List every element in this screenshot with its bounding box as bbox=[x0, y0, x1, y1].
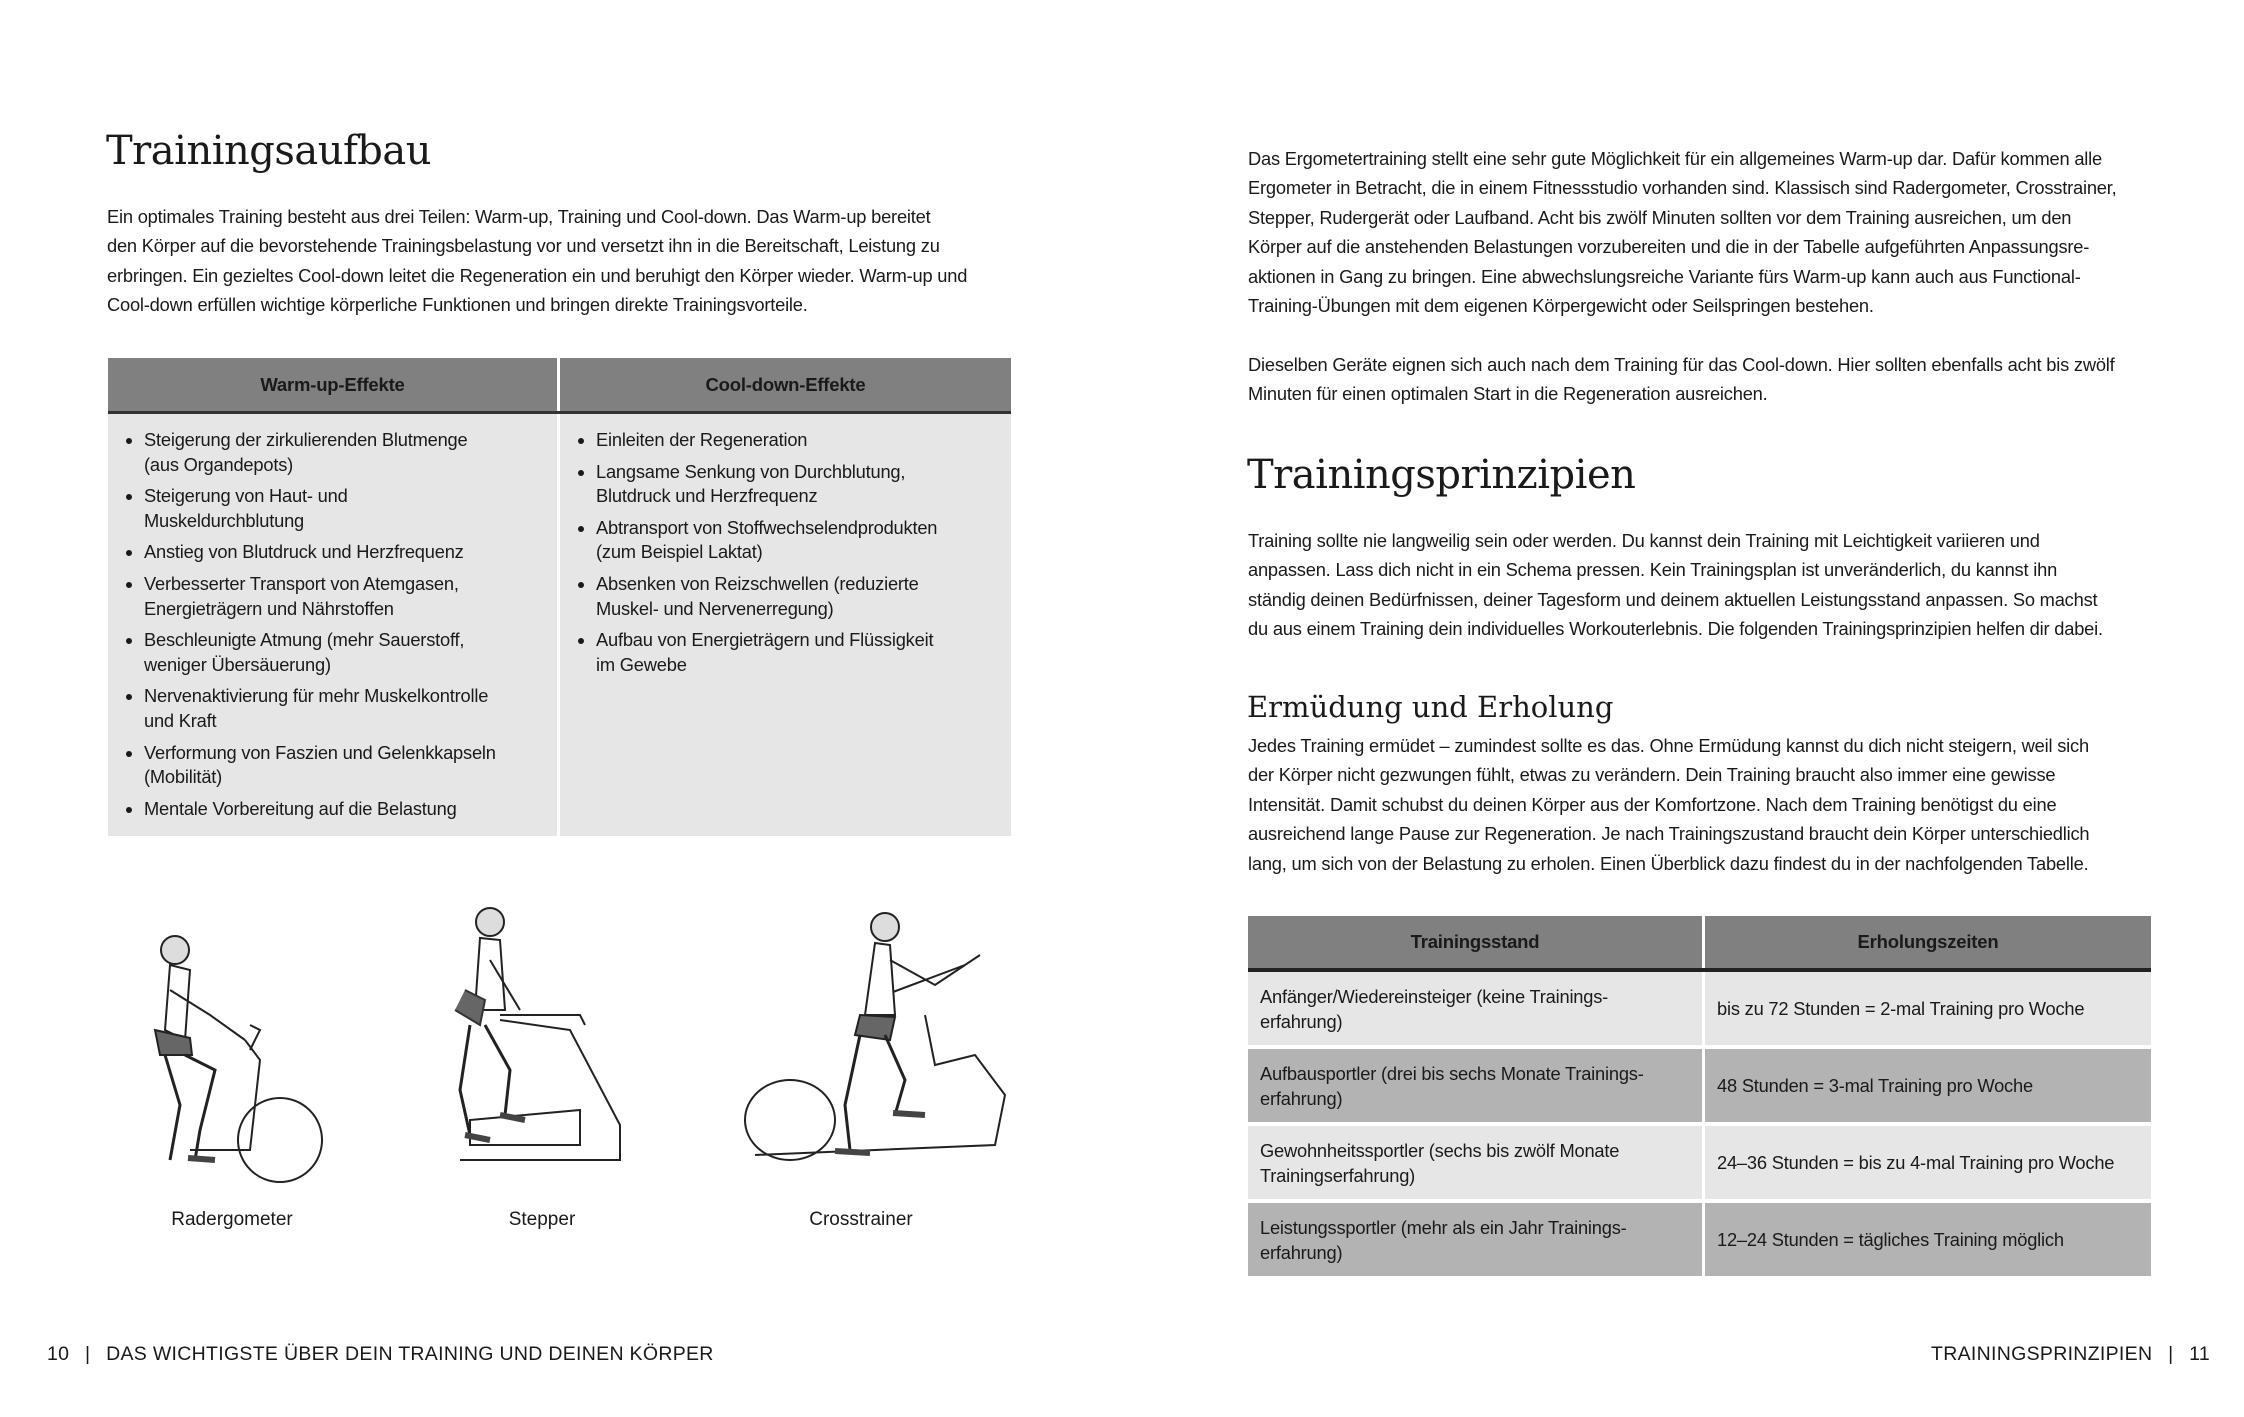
table-cell-recovery: 24–36 Stunden = bis zu 4-mal Training pro Woche bbox=[1704, 1124, 2152, 1201]
caption-stepper: Stepper bbox=[508, 1209, 576, 1230]
table-cell-level: Anfänger/Wiedereinsteiger (keine Trainings- erfahrung) bbox=[1248, 970, 1704, 1047]
warmup-list bbox=[122, 428, 543, 821]
table-cell-recovery: 12–24 Stunden = tägliches Training möglich bbox=[1704, 1201, 2152, 1278]
list-item: • Einleiten der Regeneration bbox=[596, 428, 997, 453]
caption-radergometer: Radergometer bbox=[171, 1209, 293, 1230]
table-header-erholungszeiten: Erholungszeiten bbox=[1704, 916, 2152, 970]
table-cell-recovery: 48 Stunden = 3-mal Training pro Woche bbox=[1704, 1047, 2152, 1124]
page-title-trainingsaufbau: Trainingsaufbau bbox=[106, 128, 432, 174]
fatigue-paragraph: Jedes Training ermüdet – zumindest sollte es das. Ohne Ermüdung kannst du dich nicht steigern, weil sich der Körper nicht gezwungen fühlt, etwas zu verändern. Dein Training braucht also immer eine gewisse Intensität. Damit schubst du deinen Körper aus der Komfortzone. Nach dem Training benötigst du eine ausreichend lange Pause zur Regeneration. Je nach Trainingszustand braucht dein Körper unterschiedlich lang, um sich von der Belastung zu erholen. Einen Überblick dazu findest du in der nachfolgenden Tabelle. bbox=[1248, 735, 2090, 874]
table-cell-level: Aufbausportler (drei bis sechs Monate Trainings- erfahrung) bbox=[1248, 1047, 1704, 1124]
list-item: • Langsame Senkung von Durchblutung, Blutdruck und Herzfrequenz bbox=[596, 460, 997, 509]
list-item: • Anstieg von Blutdruck und Herzfrequenz bbox=[144, 540, 543, 565]
table-row bbox=[1248, 1047, 2151, 1124]
table-header-cooldown: Cool-down-Effekte bbox=[559, 358, 1012, 413]
table-cell-level: Leistungssportler (mehr als ein Jahr Trainings- erfahrung) bbox=[1248, 1201, 1704, 1278]
cooldown-cell bbox=[559, 413, 1012, 837]
list-item: • Absenken von Reizschwellen (reduzierte Muskel- und Nervenerregung) bbox=[596, 572, 997, 621]
list-item: • Steigerung der zirkulierenden Blutmenge (aus Organdepots) bbox=[144, 428, 543, 477]
list-item: • Abtransport von Stoffwechselendprodukten (zum Beispiel Laktat) bbox=[596, 516, 997, 565]
intro-paragraph: Ein optimales Training besteht aus drei Teilen: Warm-up, Training und Cool-down. Das Warm-up bereitet den Körper auf die bevorstehende Trainingsbelastung vor und versetzt ihn in die Bereitschaft, Leistung zu erbringen. Ein gezieltes Cool-down leitet die Regeneration ein und beruhigt den Körper wieder. Warm-up und Cool-down erfüllen wichtige körperliche Funktionen und bringen direkte Trainingsvorteile. bbox=[107, 206, 968, 316]
subtitle-ermuedung: Ermüdung und Erholung bbox=[1247, 690, 1614, 724]
warmup-cell bbox=[108, 413, 559, 837]
list-item: • Aufbau von Energieträgern und Flüssigkeit im Gewebe bbox=[596, 628, 997, 677]
list-item: • Steigerung von Haut- und Muskeldurchblutung bbox=[144, 484, 543, 533]
stepper-illustration bbox=[430, 900, 640, 1200]
table-header-warmup: Warm-up-Effekte bbox=[108, 358, 559, 413]
running-header-right: TRAININGSPRINZIPIEN bbox=[1931, 1343, 2153, 1365]
page-title-trainingsprinzipien: Trainingsprinzipien bbox=[1247, 452, 1636, 498]
principles-paragraph: Training sollte nie langweilig sein oder werden. Du kannst dein Training mit Leichtigkeit variieren und anpassen. Lass dich nicht in ein Schema pressen. Kein Trainingsplan ist unveränderlich, du kannst ihn ständig deinen Bedürfnissen, deiner Tagesform und deinem aktuellen Leistungsstand anpassen. So machst du aus einem Training dein individuelles Workouterlebnis. Die folgenden Trainingsprinzipien helfen dir dabei. bbox=[1248, 530, 2103, 640]
effects-table bbox=[108, 358, 1011, 836]
list-item: • Verbesserter Transport von Atemgasen, Energieträgern und Nährstoffen bbox=[144, 572, 543, 621]
footer-separator: | bbox=[2168, 1343, 2174, 1365]
footer-left bbox=[47, 1343, 714, 1366]
table-cell-recovery: bis zu 72 Stunden = 2-mal Training pro Woche bbox=[1704, 970, 2152, 1047]
caption-crosstrainer: Crosstrainer bbox=[809, 1209, 913, 1230]
running-header-left: DAS WICHTIGSTE ÜBER DEIN TRAINING UND DEINEN KÖRPER bbox=[106, 1343, 714, 1365]
list-item: • Mentale Vorbereitung auf die Belastung bbox=[144, 797, 543, 822]
footer-right bbox=[1931, 1343, 2210, 1366]
cooldown-list bbox=[574, 428, 997, 677]
list-item: • Nervenaktivierung für mehr Muskelkontrolle und Kraft bbox=[144, 684, 543, 733]
table-row bbox=[1248, 1201, 2151, 1278]
radergometer-illustration bbox=[130, 930, 330, 1195]
crosstrainer-illustration bbox=[735, 905, 1015, 1195]
table-header-trainingsstand: Trainingsstand bbox=[1248, 916, 1704, 970]
cooldown-paragraph: Dieselben Geräte eignen sich auch nach dem Training für das Cool-down. Hier sollten ebenfalls acht bis zwölf Minuten für einen optimalen Start in die Regeneration ausreichen. bbox=[1248, 354, 2115, 405]
page-number-right: 11 bbox=[2189, 1343, 2210, 1365]
footer-separator: | bbox=[85, 1343, 91, 1365]
table-row bbox=[1248, 1124, 2151, 1201]
list-item: • Verformung von Faszien und Gelenkkapseln (Mobilität) bbox=[144, 741, 543, 790]
table-cell-level: Gewohnheitssportler (sechs bis zwölf Monate Trainingserfahrung) bbox=[1248, 1124, 1704, 1201]
table-row bbox=[1248, 970, 2151, 1047]
ergometer-paragraph: Das Ergometertraining stellt eine sehr gute Möglichkeit für ein allgemeines Warm-up dar. Dafür kommen alle Ergometer in Betracht, die in einem Fitnessstudio vorhanden sind. Klassisch sind Radergometer, Crosstrainer, Stepper, Rudergerät oder Laufband. Acht bis zwölf Minuten sollten vor dem Training ausreichen, um den Körper auf die anstehenden Belastungen vorzubereiten und die in der Tabelle aufgeführten Anpassungsre- aktionen in Gang zu bringen. Eine abwechslungsreiche Variante fürs Warm-up kann auch aus Functional- Training-Übungen mit dem eigenen Körpergewicht oder Seilspringen bestehen. bbox=[1248, 148, 2117, 317]
list-item: • Beschleunigte Atmung (mehr Sauerstoff, weniger Übersäuerung) bbox=[144, 628, 543, 677]
page-number-left: 10 bbox=[47, 1343, 70, 1365]
recovery-table bbox=[1248, 916, 2151, 1280]
